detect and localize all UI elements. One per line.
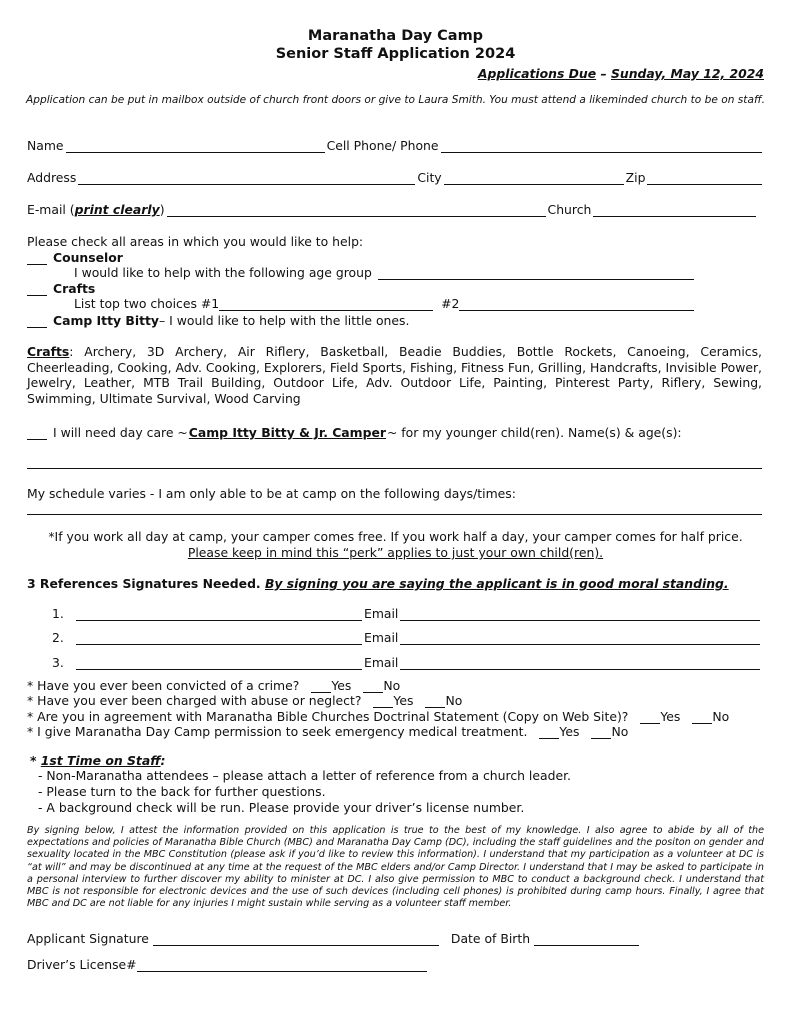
yes-checkbox[interactable] [640, 712, 660, 724]
first-time-item: - Please turn to the back for further questions. [38, 784, 326, 799]
email-note: print clearly [74, 202, 160, 217]
reference-signature-field[interactable] [76, 633, 362, 645]
daycare-names-field[interactable] [27, 468, 762, 469]
counselor-age-row [74, 265, 696, 280]
crafts-list-label: Crafts [27, 344, 70, 359]
crafts-list-text: Archery, 3D Archery, Air Riflery, Basketball, Beadie Buddies, Bottle Rockets, Canoeing, Ceramics, Cheerleading, Cooking, Adv. Cooking, Explorers, Field Sports, Fishing, Fitness Fun, Grilling, Handcrafts, Invisible Power, Jewelry, Leather, MTB Trail Building, Outdoor Life, Adv. Outdoor Life, Painting, Pinterest Party, Riflery, Sewing, Swimming, Ultimate Survival, Wood Carving [27, 344, 762, 406]
no-checkbox[interactable] [692, 712, 712, 724]
form-subtitle: Senior Staff Application 2024 [275, 46, 516, 62]
daycare-checkbox[interactable] [27, 428, 47, 440]
references-title: 3 References Signatures Needed. [27, 576, 265, 591]
submission-instructions: Application can be put in mailbox outside of church front doors or give to Laura Smith. You must attend a likeminded church to be on staff. [26, 94, 765, 106]
yes-checkbox[interactable] [373, 696, 393, 708]
form-title: Maranatha Day Camp [307, 28, 484, 44]
name-label: Name [27, 138, 64, 153]
question-abuse [27, 693, 462, 708]
email-label [27, 202, 165, 217]
crafts-label: Crafts [53, 281, 96, 296]
first-time-item: - Non-Maranatha attendees – please attach a letter of reference from a church leader. [38, 768, 571, 783]
yes-label: Yes [331, 678, 352, 693]
question-text: * Have you ever been convicted of a crime? [27, 678, 300, 693]
yes-label: Yes [393, 693, 414, 708]
yes-label: Yes [660, 709, 681, 724]
reference-number: 2. [52, 630, 64, 645]
reference-number: 3. [52, 655, 64, 670]
license-row [27, 957, 429, 972]
crafts-checkbox[interactable] [27, 284, 47, 296]
applicant-signature-field[interactable] [153, 934, 439, 946]
legal-statement: By signing below, I attest the information provided on this application is true to the best of my knowledge. I also agree to abide by all of the expectations and policies of Maranatha Bible Church (MBC) and Maranatha Day Camp (DC), including the staff guidelines and the positon on gender and sexuality located in the MBC Constitution (please ask if you’d like to review this information). I understand that my participation as a volunteer at DC is “at will” and may be discontinued at any time at the request of the MBC elders and/or Camp Director. I understand that I may be asked to participate in a personal interview to further discover my ability to minister at DC. I also give permission to MBC to conduct a background check. I understand that MBC is not responsible for electronic devices and the use of such devices (including cell phones) is prohibited during camp hours. Finally, I agree that MBC and DC are not liable for any injuries I might sustain while serving as a volunteer staff member. [27, 825, 764, 910]
city-label: City [417, 170, 442, 185]
email-label-prefix: E-mail ( [27, 202, 75, 217]
cell-phone-label: Cell Phone/ Phone [326, 138, 439, 153]
name-phone-row [27, 138, 764, 153]
name-field[interactable] [66, 141, 325, 153]
crafts-choice2-label: #2 [441, 296, 460, 311]
question-text: * Have you ever been charged with abuse or neglect? [27, 693, 362, 708]
reference-email-field[interactable] [400, 609, 760, 621]
due-date-line [478, 66, 764, 81]
reference-email-field[interactable] [400, 658, 760, 670]
counselor-label: Counselor [53, 250, 123, 265]
reference-email-label: Email [364, 630, 399, 645]
counselor-checkbox[interactable] [27, 253, 47, 265]
church-field[interactable] [593, 205, 756, 217]
address-row [27, 170, 764, 185]
reference-email-field[interactable] [400, 633, 760, 645]
perk-line-2: Please keep in mind this “perk” applies to just your own child(ren). [187, 545, 604, 560]
no-checkbox[interactable] [591, 727, 611, 739]
itty-bitty-text: – I would like to help with the little ones. [159, 313, 410, 328]
no-checkbox[interactable] [425, 696, 445, 708]
address-label: Address [27, 170, 77, 185]
question-crime [27, 678, 400, 693]
email-field[interactable] [167, 205, 546, 217]
no-label: No [383, 678, 401, 693]
no-label: No [611, 724, 629, 739]
city-field[interactable] [444, 173, 624, 185]
yes-checkbox[interactable] [311, 681, 331, 693]
schedule-field[interactable] [27, 514, 762, 515]
reference-row-1 [52, 606, 762, 621]
no-label: No [712, 709, 730, 724]
first-time-colon: : [160, 753, 166, 768]
question-medical [27, 724, 628, 739]
cell-phone-field[interactable] [441, 141, 762, 153]
date-of-birth-field[interactable] [534, 934, 639, 946]
crafts-list [27, 344, 762, 406]
no-checkbox[interactable] [363, 681, 383, 693]
email-label-suffix: ) [159, 202, 165, 217]
drivers-license-field[interactable] [137, 960, 427, 972]
crafts-choices-row [74, 296, 696, 311]
itty-bitty-row [27, 313, 409, 328]
references-heading [27, 576, 729, 591]
reference-row-2 [52, 630, 762, 645]
daycare-highlight: Camp Itty Bitty & Jr. Camper [188, 425, 386, 440]
reference-signature-field[interactable] [76, 658, 362, 670]
drivers-license-label: Driver’s License# [27, 957, 137, 972]
due-date: Sunday, May 12, 2024 [610, 66, 764, 81]
daycare-prefix: I will need day care ~ [53, 425, 188, 440]
first-time-heading [30, 753, 166, 768]
reference-row-3 [52, 655, 762, 670]
no-label: No [445, 693, 463, 708]
zip-label: Zip [625, 170, 646, 185]
areas-intro: Please check all areas in which you would like to help: [27, 234, 364, 249]
question-text: * I give Maranatha Day Camp permission to seek emergency medical treatment. [27, 724, 528, 739]
crafts-choice1-label: List top two choices #1 [74, 296, 220, 311]
references-note: By signing you are saying the applicant is in good moral standing. [264, 576, 729, 591]
reference-email-label: Email [364, 655, 399, 670]
email-row [27, 202, 758, 217]
itty-bitty-label: Camp Itty Bitty [53, 313, 160, 328]
address-field[interactable] [78, 173, 415, 185]
first-time-item: - A background check will be run. Please provide your driver’s license number. [38, 800, 525, 815]
first-time-star: * [30, 753, 41, 768]
zip-field[interactable] [647, 173, 762, 185]
due-dash: – [596, 66, 611, 81]
reference-number: 1. [52, 606, 64, 621]
question-doctrine [27, 709, 729, 724]
crafts-list-colon: : [69, 344, 74, 359]
counselor-age-field[interactable] [378, 268, 694, 280]
crafts-choice1-field[interactable] [219, 299, 433, 311]
first-time-title: 1st Time on Staff [40, 753, 161, 768]
church-label: Church [547, 202, 592, 217]
counselor-age-label: I would like to help with the following age group [74, 265, 372, 280]
yes-label: Yes [559, 724, 580, 739]
itty-bitty-checkbox[interactable] [27, 316, 47, 328]
due-label: Applications Due [477, 66, 597, 81]
daycare-suffix: ~ for my younger child(ren). Name(s) & age(s): [386, 425, 682, 440]
signature-row [27, 931, 641, 946]
crafts-choice2-field[interactable] [459, 299, 694, 311]
schedule-label: My schedule varies - I am only able to be at camp on the following days/times: [27, 486, 516, 501]
daycare-row [27, 425, 682, 440]
reference-signature-field[interactable] [76, 609, 362, 621]
reference-email-label: Email [364, 606, 399, 621]
counselor-row [27, 250, 123, 265]
perk-line-1: *If you work all day at camp, your camper comes free. If you work half a day, your camper comes for half price. [48, 529, 743, 544]
crafts-row [27, 281, 95, 296]
date-of-birth-label: Date of Birth [450, 931, 531, 946]
yes-checkbox[interactable] [539, 727, 559, 739]
question-text: * Are you in agreement with Maranatha Bible Churches Doctrinal Statement (Copy on Web Site)? [27, 709, 629, 724]
applicant-signature-label: Applicant Signature [27, 931, 149, 946]
